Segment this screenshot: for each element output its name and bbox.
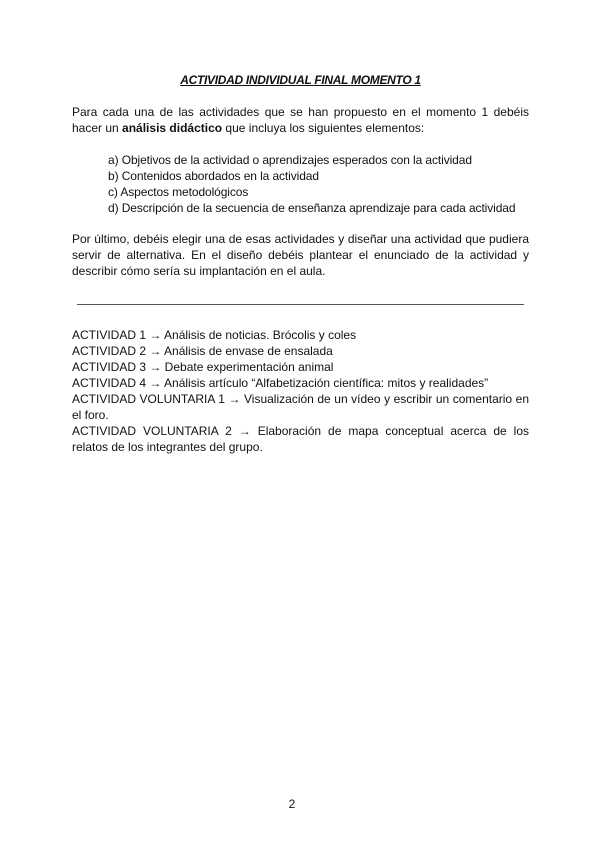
activity-item: ACTIVIDAD VOLUNTARIA 2 → Elaboración de mapa conceptual acerca de los relatos de los integrantes del grupo. bbox=[72, 424, 529, 454]
elements-list bbox=[108, 152, 515, 216]
page-number: 2 bbox=[288, 797, 296, 811]
intro-text-start: Para cada una de las actividades que se han propuesto en el momento 1 debéis hacer un bbox=[72, 105, 529, 135]
list-item: b) Contenidos abordados en la actividad bbox=[108, 169, 319, 183]
activities-list bbox=[72, 327, 529, 455]
activity-item: ACTIVIDAD 4 → Análisis artículo “Alfabetización científica: mitos y realidades” bbox=[72, 376, 489, 390]
closing-paragraph: Por último, debéis elegir una de esas actividades y diseñar una actividad que pudiera servir de alternativa. En el diseño debéis plantear el enunciado de la actividad y describir cómo sería su implantación en el aula. bbox=[72, 232, 529, 278]
horizontal-divider bbox=[77, 304, 524, 305]
activity-item: ACTIVIDAD 1 → Análisis de noticias. Brócolis y coles bbox=[72, 328, 357, 342]
list-item: c) Aspectos metodológicos bbox=[108, 185, 249, 199]
list-item: d) Descripción de la secuencia de enseñanza aprendizaje para cada actividad bbox=[108, 201, 516, 215]
intro-text-end: que incluya los siguientes elementos: bbox=[222, 121, 425, 135]
activity-item: ACTIVIDAD VOLUNTARIA 1 → Visualización de un vídeo y escribir un comentario en el foro. bbox=[72, 392, 529, 422]
list-item: a) Objetivos de la actividad o aprendizajes esperados con la actividad bbox=[108, 153, 472, 167]
intro-paragraph bbox=[72, 104, 529, 136]
document-title: ACTIVIDAD INDIVIDUAL FINAL MOMENTO 1 bbox=[180, 73, 421, 87]
activity-item: ACTIVIDAD 2 → Análisis de envase de ensalada bbox=[72, 344, 333, 358]
intro-bold-term: análisis didáctico bbox=[122, 121, 223, 135]
activity-item: ACTIVIDAD 3 → Debate experimentación animal bbox=[72, 360, 334, 374]
